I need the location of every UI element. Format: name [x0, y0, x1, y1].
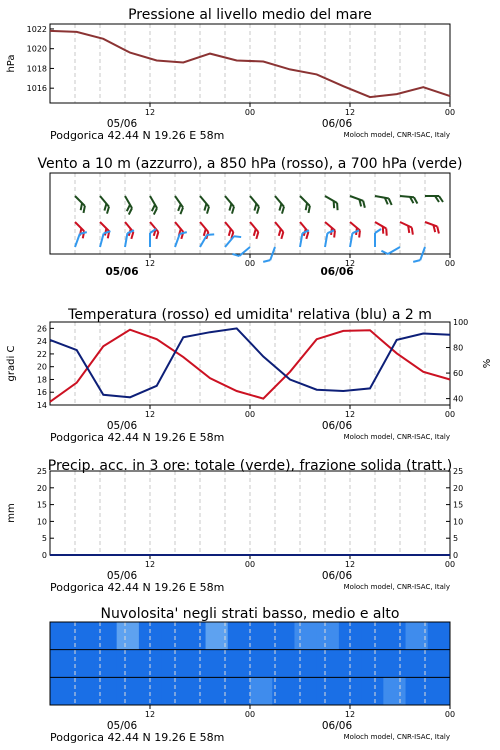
wind-10m-barb [232, 242, 250, 258]
wind-10m-barb-shaft [100, 233, 104, 247]
wind-850-barb-shaft [225, 222, 233, 232]
cloud-cell [50, 622, 73, 650]
cloud-cell [250, 677, 273, 705]
temp-rh-ytick-label: 22 [36, 349, 47, 359]
wind-700-barb-shaft [75, 196, 85, 206]
wind-700-barb-shaft [375, 196, 389, 198]
cloud-cell [94, 622, 117, 650]
temp-rh-ytick-label: 20 [36, 362, 47, 372]
wind-10m-barb-feather [375, 229, 381, 233]
precip-ytick-label: 25 [36, 467, 47, 476]
cloud-cell [383, 622, 406, 650]
temp-rh-chart-title: Temperatura (rosso) ed umidita' relativa (blu) a 2 m [68, 307, 432, 323]
clouds-date-label: 05/06 [106, 720, 138, 732]
cloud-cell [94, 677, 117, 705]
cloud-cell [428, 622, 451, 650]
wind-10m-barb-shaft [300, 233, 302, 247]
wind-700-barb [145, 196, 159, 215]
wind-10m-barb-feather [232, 251, 239, 258]
pressure-ytick-label: 1016 [26, 84, 47, 94]
pressure-xtick-label: 00 [244, 108, 256, 117]
wind-850-barb-shaft [425, 222, 437, 226]
temp-rh-credit-label: Moloch model, CNR-ISAC, Italy [343, 433, 450, 441]
wind-10m-barb-shaft [225, 236, 234, 247]
temp-rh-date-label: 05/06 [106, 420, 138, 432]
cloud-cell [361, 650, 384, 678]
cloud-cell [272, 622, 295, 650]
wind-700-barb-feather [334, 203, 340, 210]
cloud-cell [117, 622, 140, 650]
wind-xtick-label: 00 [444, 259, 456, 268]
wind-10m-barb-shaft [125, 233, 127, 247]
wind-10m-barb-feather [234, 233, 241, 240]
cloud-cell [183, 650, 206, 678]
wind-10m-barb-shaft [325, 233, 327, 247]
cloud-cell [72, 677, 95, 705]
wind-700-barb-shaft [225, 196, 234, 207]
temp-rh-xtick-label: 00 [244, 410, 256, 419]
wind-850-barb-shaft [375, 222, 386, 229]
wind-700-barb-feather [361, 201, 367, 208]
pressure-credit-label: Moloch model, CNR-ISAC, Italy [343, 131, 450, 139]
clouds-xtick-label: 00 [444, 710, 456, 719]
clouds-xtick-label: 00 [244, 710, 256, 719]
wind-850-barb-shaft [325, 222, 335, 230]
cloud-cell [428, 650, 451, 678]
cloud-cell [161, 677, 184, 705]
temp-rh-xtick-label: 00 [444, 410, 456, 419]
temp-rh-ytick-right-label: 60 [453, 369, 464, 379]
wind-850-barb-shaft [350, 222, 360, 230]
pressure-chart-title: Pressione al livello medio del mare [128, 7, 372, 23]
wind-850-barb [245, 222, 261, 239]
clouds-location-label: Podgorica 42.44 N 19.26 E 58m [50, 731, 225, 744]
temp-rh-date-label: 06/06 [321, 420, 353, 432]
precip-ytick-right-label: 20 [453, 483, 464, 493]
clouds-xtick-label: 12 [344, 710, 356, 719]
wind-date-label: 05/06 [105, 266, 139, 278]
wind-850-barb-shaft [275, 222, 283, 232]
wind-700-barb-shaft [350, 196, 363, 201]
cloud-cell [72, 650, 95, 678]
cloud-cell [50, 650, 73, 678]
pressure-xtick-label: 12 [144, 108, 156, 117]
wind-700-barb [71, 196, 88, 213]
cloud-cell [94, 650, 117, 678]
wind-850-barb-shaft [100, 222, 109, 231]
cloud-cell [428, 677, 451, 705]
cloud-cell [228, 650, 251, 678]
precip-ytick-right-label: 25 [453, 467, 464, 476]
cloud-cell [183, 622, 206, 650]
wind-10m-barb [75, 230, 87, 249]
wind-date-label: 06/06 [320, 266, 354, 278]
temp-rh-ytick-right-label: 80 [453, 343, 464, 353]
wind-700-barb [270, 196, 286, 214]
precip-ytick-label: 5 [41, 534, 47, 544]
temp-rh-ytick-label: 24 [36, 337, 47, 347]
pressure-ytick-label: 1018 [26, 64, 47, 74]
wind-850-barb-shaft [75, 222, 84, 231]
wind-850-barb-feather [383, 229, 389, 236]
cloud-cell [317, 677, 340, 705]
precip-ytick-label: 15 [36, 500, 47, 510]
temp-rh-xtick-label: 12 [344, 410, 356, 419]
wind-850-barb-shaft [200, 222, 208, 232]
wind-700-barb [195, 196, 211, 214]
pressure-date-label: 05/06 [106, 118, 138, 130]
wind-700-barb [399, 196, 417, 204]
pressure-frame [50, 24, 450, 103]
wind-700-barb-shaft [400, 196, 414, 197]
precip-y-axis-label: mm [6, 503, 17, 523]
wind-700-barb [245, 196, 261, 214]
cloud-cell [294, 650, 317, 678]
wind-700-barb-shaft [250, 196, 259, 207]
wind-10m-barb [225, 233, 241, 251]
wind-850-barb [270, 222, 286, 239]
precip-xtick-label: 12 [344, 560, 356, 569]
temp-rh-xtick-label: 12 [144, 410, 156, 419]
wind-10m-barb-feather [413, 258, 420, 264]
cloud-cell [183, 677, 206, 705]
precip-credit-label: Moloch model, CNR-ISAC, Italy [343, 583, 450, 591]
wind-850-barb [195, 222, 211, 239]
wind-700-barb [425, 196, 443, 202]
cloud-cell [272, 650, 295, 678]
cloud-cell [317, 650, 340, 678]
wind-700-barb [120, 196, 134, 215]
temp-rh-ytick-label: 16 [36, 388, 47, 398]
pressure-xtick-label: 00 [444, 108, 456, 117]
cloud-cell [317, 622, 340, 650]
wind-10m-barb [200, 231, 214, 250]
wind-10m-barb [175, 230, 187, 249]
temp-rh-y-axis-label: gradi C [6, 345, 17, 382]
wind-10m-barb-shaft [350, 233, 352, 247]
wind-10m-barb-shaft [388, 247, 400, 254]
clouds-date-label: 06/06 [321, 720, 353, 732]
precip-xtick-label: 00 [444, 560, 456, 569]
wind-850-barb [423, 222, 441, 233]
wind-700-barb [296, 196, 313, 213]
wind-700-barb-shaft [175, 196, 183, 207]
temp-rh-y-right-axis-label: % [482, 358, 493, 369]
precip-ytick-label: 0 [41, 551, 47, 560]
wind-10m-barb [100, 230, 110, 249]
wind-850-barb [346, 222, 363, 238]
wind-700-barb [220, 196, 236, 214]
wind-700-barb [95, 196, 111, 214]
cloud-cell [383, 677, 406, 705]
wind-10m-barb-feather [381, 249, 387, 256]
wind-700-barb-shaft [200, 196, 209, 207]
temp-rh-ytick-right-label: 100 [453, 318, 469, 327]
precip-xtick-label: 00 [244, 560, 256, 569]
clouds-credit-label: Moloch model, CNR-ISAC, Italy [343, 733, 450, 741]
cloud-cell [294, 622, 317, 650]
cloud-cell [361, 677, 384, 705]
cloud-cell [228, 677, 251, 705]
wind-700-barb [170, 196, 185, 214]
cloud-cell [161, 622, 184, 650]
wind-850-barb [321, 222, 338, 238]
wind-10m-barb [375, 229, 381, 247]
cloud-cell [294, 677, 317, 705]
precip-location-label: Podgorica 42.44 N 19.26 E 58m [50, 581, 225, 594]
clouds-chart-title: Nuvolosita' negli strati basso, medio e alto [100, 606, 400, 622]
temp-rh-ytick-right-label: 40 [453, 394, 464, 404]
wind-700-barb [374, 196, 393, 205]
pressure-location-label: Podgorica 42.44 N 19.26 E 58m [50, 129, 225, 142]
wind-850-barb-shaft [175, 222, 183, 232]
wind-xtick-label: 12 [344, 259, 356, 268]
cloud-cell [272, 677, 295, 705]
cloud-cell [250, 622, 273, 650]
precip-xtick-label: 12 [144, 560, 156, 569]
cloud-cell [228, 622, 251, 650]
wind-frame [50, 173, 450, 254]
pressure-date-label: 06/06 [321, 118, 353, 130]
wind-850-barb-shaft [400, 222, 412, 227]
precip-ytick-right-label: 10 [453, 517, 464, 527]
wind-850-barb-shaft [250, 222, 258, 232]
pressure-ytick-label: 1020 [26, 44, 47, 54]
wind-700-barb-shaft [300, 196, 310, 206]
cloud-cell [117, 650, 140, 678]
precip-ytick-label: 20 [36, 483, 47, 493]
wind-xtick-label: 12 [144, 259, 156, 268]
cloud-cell [72, 622, 95, 650]
wind-10m-barb-shaft [175, 234, 180, 247]
clouds-xtick-label: 12 [144, 710, 156, 719]
pressure-xtick-label: 12 [344, 108, 356, 117]
cloud-cell [361, 622, 384, 650]
precip-ytick-right-label: 0 [453, 551, 459, 560]
cloud-cell [117, 677, 140, 705]
precip-ytick-label: 10 [36, 517, 47, 527]
precip-date-label: 06/06 [321, 570, 353, 582]
precip-chart-title: Precip. acc. in 3 ore: totale (verde), frazione solida (tratt.) [47, 458, 453, 474]
wind-700-barb-shaft [325, 196, 337, 203]
pressure-y-axis-label: hPa [6, 54, 17, 73]
cloud-cell [161, 650, 184, 678]
precip-ytick-right-label: 5 [453, 534, 459, 544]
precip-date-label: 05/06 [106, 570, 138, 582]
wind-xtick-label: 00 [244, 259, 256, 268]
wind-850-barb-feather [435, 226, 441, 233]
wind-700-barb-shaft [275, 196, 284, 207]
wind-chart-title: Vento a 10 m (azzurro), a 850 hPa (rosso), a 700 hPa (verde) [37, 156, 463, 172]
cloud-cell [250, 650, 273, 678]
wind-850-barb-feather [409, 227, 415, 234]
wind-700-barb [348, 196, 367, 208]
wind-10m-barb-feather [263, 258, 270, 264]
pressure-ytick-label: 1022 [26, 24, 47, 34]
cloud-cell [50, 677, 73, 705]
wind-10m-barb [350, 229, 359, 248]
temp-rh-ytick-label: 14 [36, 401, 47, 410]
wind-10m-barb-shaft [200, 235, 207, 247]
temp-rh-ytick-label: 26 [36, 324, 47, 334]
wind-10m-barb-shaft [239, 247, 250, 256]
temp-rh-ytick-label: 18 [36, 375, 47, 385]
cloud-cell [383, 650, 406, 678]
wind-700-barb-feather [388, 198, 393, 205]
wind-10m-barb [325, 229, 334, 248]
wind-700-barb-shaft [100, 196, 109, 207]
precip-ytick-right-label: 15 [453, 500, 464, 510]
wind-10m-barb-shaft [75, 234, 80, 247]
temp-rh-location-label: Podgorica 42.44 N 19.26 E 58m [50, 431, 225, 444]
